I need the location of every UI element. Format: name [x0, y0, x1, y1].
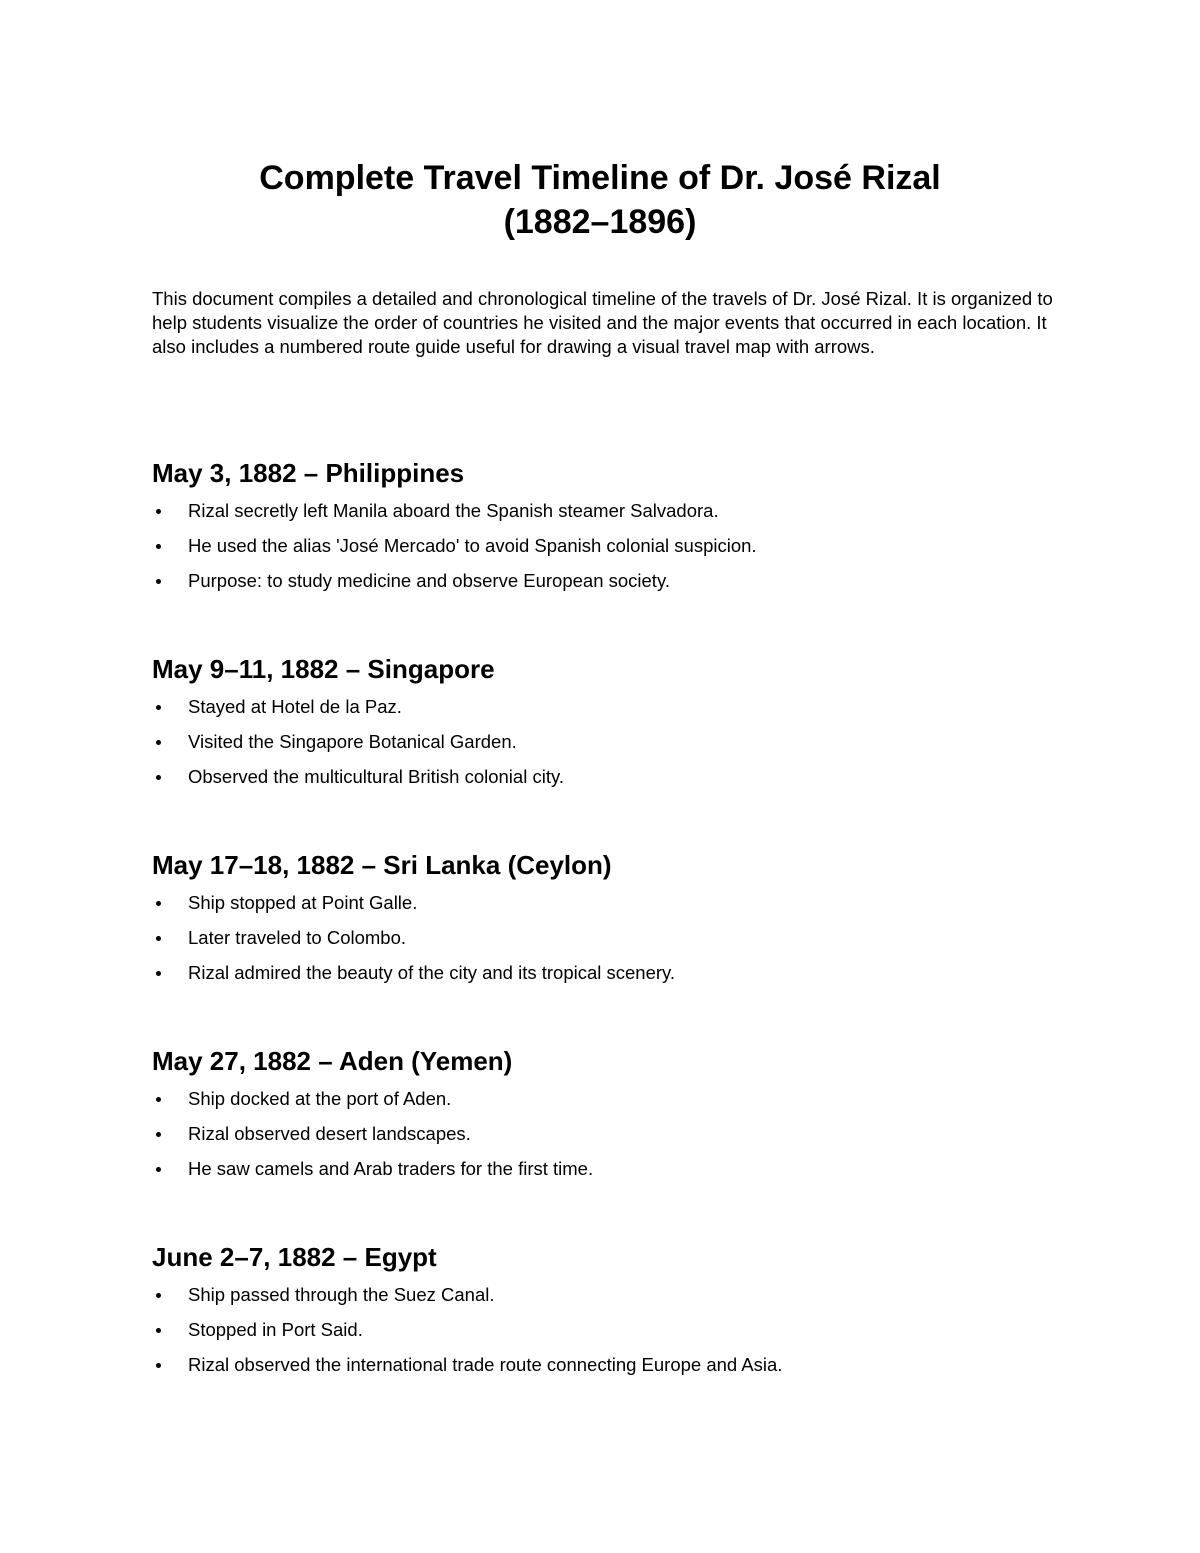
bullet-icon: [156, 579, 161, 584]
list-item: [152, 534, 1052, 558]
list-item: [152, 730, 1052, 754]
section-heading: May 17–18, 1882 – Sri Lanka (Ceylon): [152, 850, 612, 880]
list-item-text: Stayed at Hotel de la Paz.: [188, 696, 402, 717]
list-item: [152, 1122, 1052, 1146]
list-item-text: Stopped in Port Said.: [188, 1319, 363, 1340]
bullet-list: [152, 695, 1052, 789]
bullet-icon: [156, 1363, 161, 1368]
bullet-icon: [156, 740, 161, 745]
list-item: [152, 1283, 1052, 1307]
bullet-icon: [156, 1132, 161, 1137]
list-item-text: Visited the Singapore Botanical Garden.: [188, 731, 517, 752]
section-heading: June 2–7, 1882 – Egypt: [152, 1242, 437, 1272]
list-item-text: Purpose: to study medicine and observe European society.: [188, 570, 670, 591]
list-item-text: Ship docked at the port of Aden.: [188, 1088, 452, 1109]
list-item: [152, 926, 1052, 950]
list-item: [152, 891, 1052, 915]
list-item: [152, 961, 1052, 985]
list-item-text: Rizal secretly left Manila aboard the Spanish steamer Salvadora.: [188, 500, 719, 521]
bullet-icon: [156, 705, 161, 710]
section-sri-lanka: [152, 849, 1052, 996]
bullet-list: [152, 499, 1052, 593]
section-heading: May 3, 1882 – Philippines: [152, 458, 465, 488]
bullet-icon: [156, 1167, 161, 1172]
list-item-text: He saw camels and Arab traders for the first time.: [188, 1158, 594, 1179]
list-item: [152, 695, 1052, 719]
section-heading: May 27, 1882 – Aden (Yemen): [152, 1046, 513, 1076]
list-item: [152, 1353, 1052, 1377]
title-line-2: (1882–1896): [503, 203, 697, 241]
list-item-text: Observed the multicultural British colonial city.: [188, 766, 564, 787]
list-item: [152, 1318, 1052, 1342]
document-title: [152, 156, 1048, 244]
list-item-text: Rizal observed desert landscapes.: [188, 1123, 471, 1144]
bullet-icon: [156, 936, 161, 941]
bullet-list: [152, 1087, 1052, 1181]
bullet-icon: [156, 1328, 161, 1333]
list-item-text: Later traveled to Colombo.: [188, 927, 407, 948]
list-item-text: Ship stopped at Point Galle.: [188, 892, 418, 913]
list-item-text: Ship passed through the Suez Canal.: [188, 1284, 495, 1305]
section-philippines: [152, 457, 1052, 604]
title-line-1: Complete Travel Timeline of Dr. José Rizal: [259, 159, 941, 197]
section-egypt: [152, 1241, 1052, 1388]
list-item-text: He used the alias 'José Mercado' to avoid Spanish colonial suspicion.: [188, 535, 757, 556]
list-item: [152, 1157, 1052, 1181]
bullet-icon: [156, 901, 161, 906]
list-item: [152, 569, 1052, 593]
bullet-list: [152, 891, 1052, 985]
section-singapore: [152, 653, 1052, 800]
bullet-icon: [156, 1097, 161, 1102]
intro-paragraph: This document compiles a detailed and chronological timeline of the travels of Dr. José Rizal. It is organized to help students visualize the order of countries he visited and the major events that occurred in each location. It also includes a numbered route guide useful for drawing a visual travel map with arrows.: [152, 288, 1053, 357]
bullet-icon: [156, 1293, 161, 1298]
bullet-icon: [156, 544, 161, 549]
list-item: [152, 1087, 1052, 1111]
list-item-text: Rizal admired the beauty of the city and its tropical scenery.: [188, 962, 676, 983]
section-aden: [152, 1045, 1052, 1192]
bullet-icon: [156, 971, 161, 976]
list-item: [152, 499, 1052, 523]
list-item-text: Rizal observed the international trade route connecting Europe and Asia.: [188, 1354, 783, 1375]
bullet-icon: [156, 775, 161, 780]
section-heading: May 9–11, 1882 – Singapore: [152, 654, 495, 684]
bullet-icon: [156, 509, 161, 514]
list-item: [152, 765, 1052, 789]
bullet-list: [152, 1283, 1052, 1377]
